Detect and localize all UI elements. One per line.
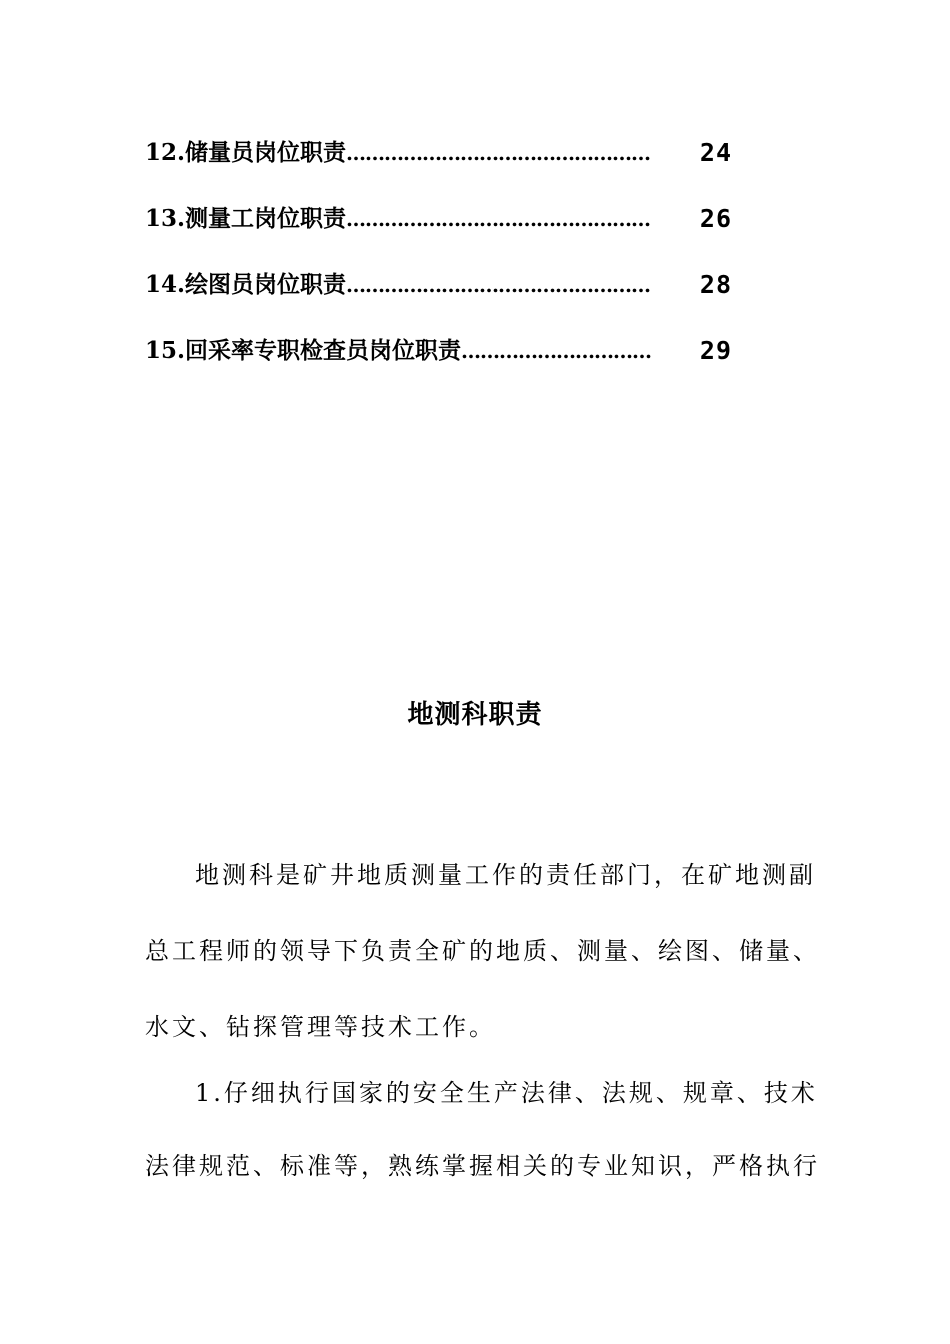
- toc-entry-13[interactable]: [145, 194, 740, 260]
- toc-entry-title: 绘图员岗位职责: [185, 271, 347, 298]
- toc-page-number: 26: [699, 204, 732, 233]
- toc-entry-title: 测量工岗位职责: [185, 205, 347, 232]
- toc-dot-leader: …………………………………………: [346, 207, 651, 231]
- toc-entry-number: 15.: [145, 337, 186, 364]
- body-text-line-3: 水文、钻探管理等技术工作。: [145, 1013, 496, 1041]
- toc-entry-title: 回采率专职检查员岗位职责: [185, 337, 462, 364]
- table-of-contents: [145, 128, 740, 392]
- toc-entry-number: 14.: [145, 271, 186, 298]
- toc-entry-number: 12.: [145, 139, 186, 166]
- section-title: 地测科职责: [407, 700, 543, 730]
- toc-page-number: 24: [699, 138, 732, 167]
- body-text-line-1: 地测科是矿井地质测量工作的责任部门，在矿地测副: [195, 861, 816, 889]
- body-text-line-5: 法律规范、标准等，熟练掌握相关的专业知识，严格执行: [145, 1152, 820, 1180]
- toc-page-number: 28: [699, 270, 732, 299]
- toc-entry-15[interactable]: [145, 326, 740, 392]
- toc-entry-12[interactable]: [145, 128, 740, 194]
- body-text-line-4: 1.仔细执行国家的安全生产法律、法规、规章、技术: [195, 1079, 818, 1107]
- toc-entry-number: 13.: [145, 205, 186, 232]
- toc-dot-leader: …………………………: [461, 339, 652, 363]
- toc-page-number: 29: [699, 336, 732, 365]
- toc-entry-title: 储量员岗位职责: [185, 139, 347, 166]
- toc-dot-leader: …………………………………………: [346, 141, 651, 165]
- toc-dot-leader: …………………………………………: [346, 273, 651, 297]
- body-text-line-2: 总工程师的领导下负责全矿的地质、测量、绘图、储量、: [145, 937, 820, 965]
- toc-entry-14[interactable]: [145, 260, 740, 326]
